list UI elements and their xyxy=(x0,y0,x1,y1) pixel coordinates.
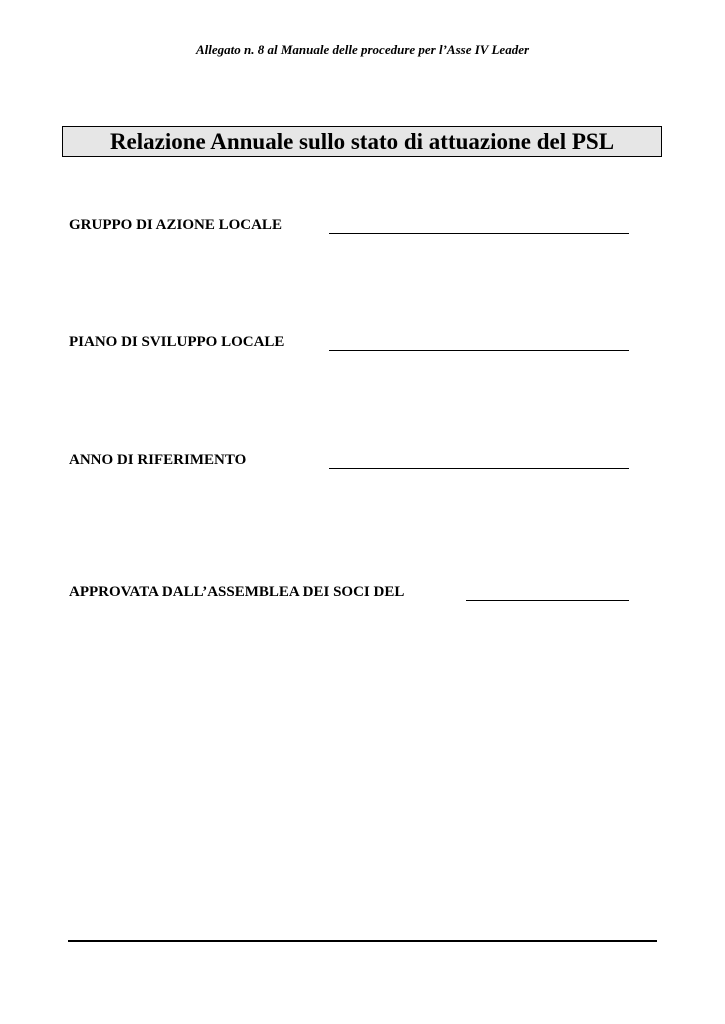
header-note: Allegato n. 8 al Manuale delle procedure per l’Asse IV Leader xyxy=(195,42,530,57)
title-box xyxy=(62,126,662,157)
field-label-psl: PIANO DI SVILUPPO LOCALE xyxy=(69,334,285,350)
field-label-anno: ANNO DI RIFERIMENTO xyxy=(69,452,247,468)
field-line-approvazione[interactable] xyxy=(466,600,629,601)
field-label-approvazione: APPROVATA DALL’ASSEMBLEA DEI SOCI DEL xyxy=(69,584,405,600)
field-line-anno[interactable] xyxy=(329,468,629,469)
field-label-gal: GRUPPO DI AZIONE LOCALE xyxy=(69,217,282,233)
field-line-gal[interactable] xyxy=(329,233,629,234)
footer-rule xyxy=(68,940,657,942)
field-line-psl[interactable] xyxy=(329,350,629,351)
page-title: Relazione Annuale sullo stato di attuazione del PSL xyxy=(109,128,615,154)
